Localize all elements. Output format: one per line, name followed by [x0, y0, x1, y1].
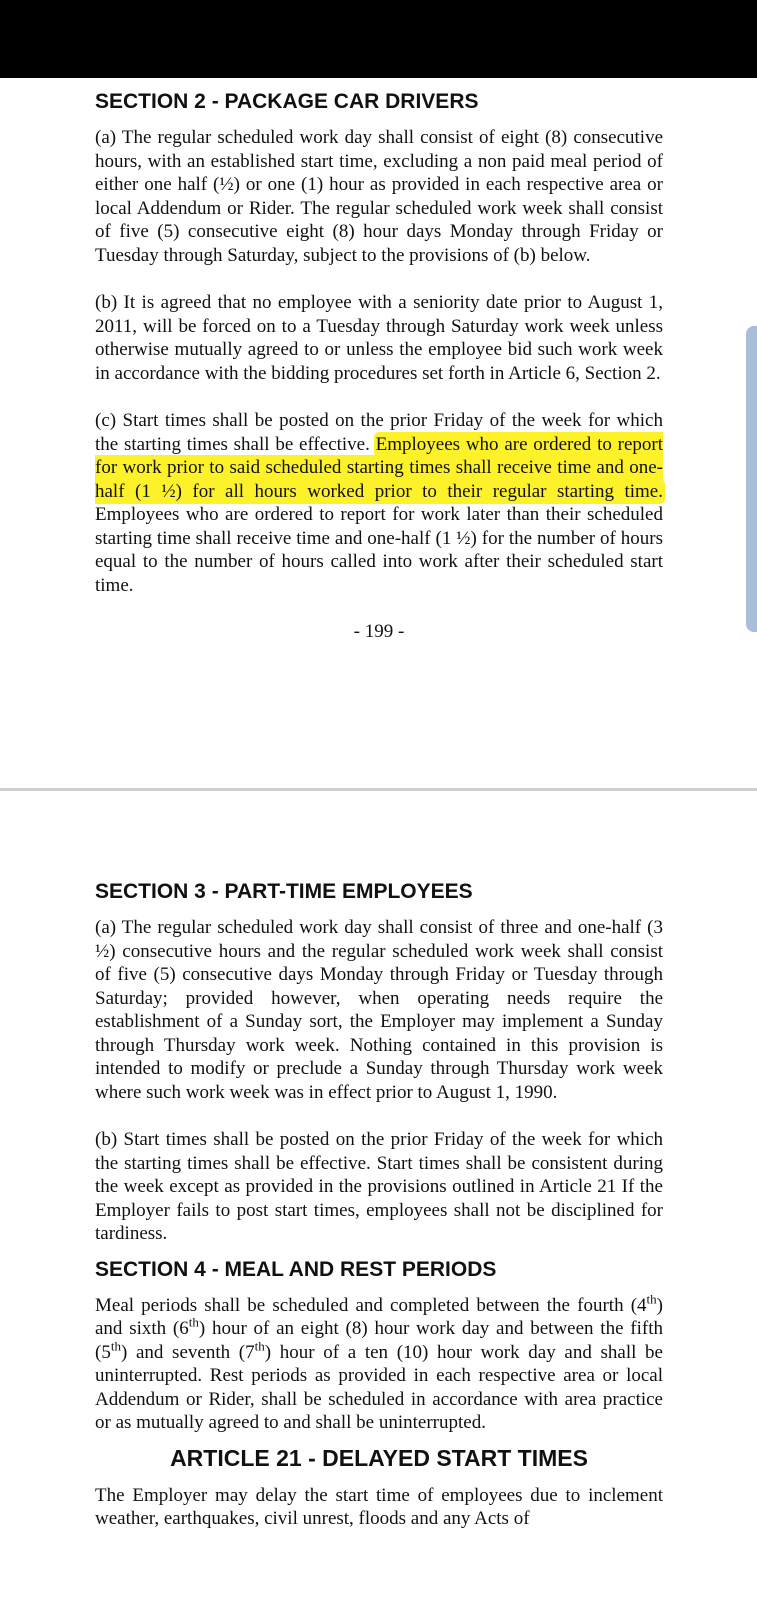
text-run: ) hour of a ten (10) hour work day and shall be uninterrupted. Rest periods as provided in each respective area or local Addendum or Rider, shall be scheduled in accordance with area practice or as mutually agreed to and shall be uninterrupted. [95, 1341, 663, 1433]
page-number: - 199 - [353, 621, 405, 642]
section-3-para-a: (a) The regular scheduled work day shall consist of three and one-half (3 ½) consecutive hours and the regular scheduled work week shall consist of five (5) consecutive days Monday through Friday or Tuesday through Saturday; provided however, when operating needs require the establishment of a Sunday sort, the Employer may implement a Sunday through Thursday work week. Nothing contained in this provision is intended to modify or preclude a Sunday through Thursday work week where such work week was in effect prior to August 1, 1990. [95, 917, 663, 1103]
para-c-start: (c) Start times shall be posted on the prior Friday of the week for which the starting times shall be effective. [95, 410, 663, 455]
section-4-heading: SECTION 4 - MEAL AND REST PERIODS [95, 1257, 497, 1281]
para-c-end: Employees who are ordered to report for work later than their scheduled starting time shall receive time and one-half (1 ½) for the number of hours equal to the number of hours called into work after their scheduled start time. [95, 504, 663, 596]
article-21-heading: ARTICLE 21 - DELAYED START TIMES [170, 1444, 588, 1471]
scrollbar-thumb[interactable] [746, 326, 757, 632]
section-3-para-b: (b) Start times shall be posted on the prior Friday of the week for which the starting times shall be effective. Start times shall be consistent during the week except as provided in the provisions outlined in Article 21 If the Employer fails to post start times, employees shall not be disciplined for tardiness. [95, 1129, 663, 1244]
text-run: ) and seventh (7 [120, 1341, 255, 1363]
highlighted-text[interactable]: Employees who are ordered to report for work prior to said scheduled starting times shall receive time and one-half (1 ½) for all hours worked prior to their regular starting time. [95, 433, 663, 502]
section-3-heading: SECTION 3 - PART-TIME EMPLOYEES [95, 880, 473, 903]
section-4-para [95, 1291, 663, 1435]
superscript: th [254, 1338, 265, 1354]
section-2-para-c [95, 409, 663, 597]
superscript: th [646, 1291, 657, 1307]
page-199 [95, 90, 663, 643]
section-2-para-a: (a) The regular scheduled work day shall consist of eight (8) consecutive hours, with an established start time, excluding a non paid meal period of either one half (½) or one (1) hour as provided in each respective area or local Addendum or Rider. The regular scheduled work week shall consist of five (5) consecutive eight (8) hour days Monday through Friday or Tuesday through Saturday, subject to the provisions of (b) below. [95, 127, 663, 266]
superscript: th [110, 1338, 121, 1354]
section-2-para-b: (b) It is agreed that no employee with a seniority date prior to August 1, 2011, will be forced on to a Tuesday through Saturday work week unless otherwise mutually agreed to or unless the employee bid such work week in accordance with the bidding procedures set forth in Article 6, Section 2. [95, 292, 663, 384]
superscript: th [188, 1314, 199, 1330]
text-run: ) hour of an eight (8) hour work day and between the fifth (5 [95, 1318, 663, 1363]
text-run: Meal periods shall be scheduled and completed between the fourth (4 [95, 1294, 647, 1316]
section-2-heading: SECTION 2 - PACKAGE CAR DRIVERS [95, 90, 479, 113]
text-run: ) and sixth (6 [95, 1294, 663, 1339]
page-divider [0, 788, 757, 791]
top-status-bar [0, 0, 757, 78]
article-21-para: The Employer may delay the start time of employees due to inclement weather, earthquakes, civil unrest, floods and any Acts of [95, 1484, 663, 1529]
page-200 [95, 880, 663, 1555]
